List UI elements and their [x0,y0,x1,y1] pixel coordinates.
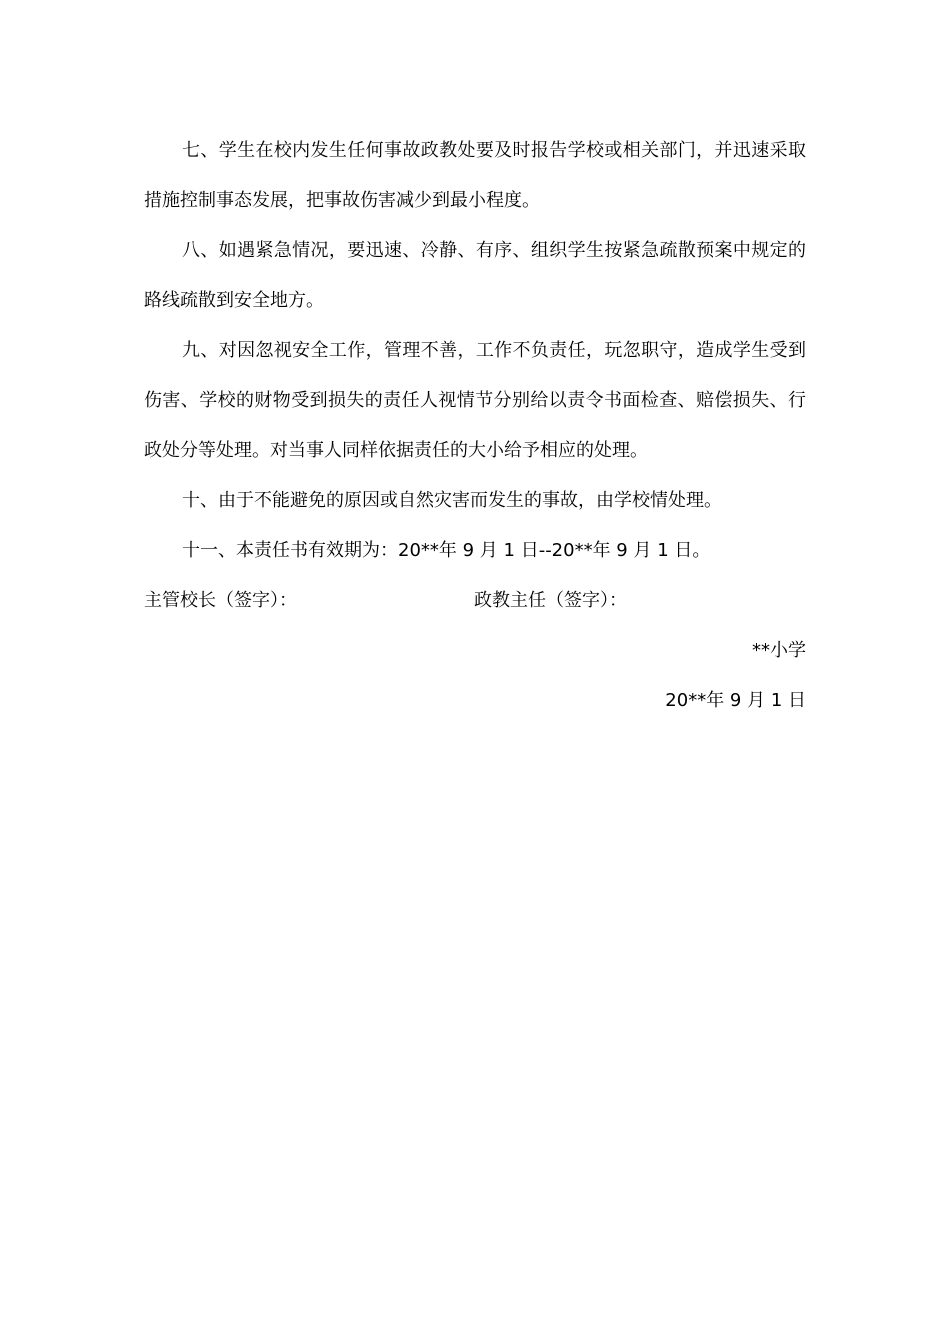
school-name: **小学 [752,640,806,661]
document-date: 20**年 9 月 1 日 [665,690,806,711]
director-signature-label: 政教主任（签字）： [474,590,627,611]
clause-nine: 九、对因忽视安全工作，管理不善，工作不负责任，玩忽职守，造成学生受到伤害、学校的财物受到损失的责任人视情节分别给以责令书面检查、赔偿损失、行政处分等处理。对当事人同样依据责任的大小给予相应的处理。 [144,340,806,461]
clause-eight: 八、如遇紧急情况，要迅速、冷静、有序、组织学生按紧急疏散预案中规定的路线疏散到安全地方。 [144,240,806,311]
clause-ten: 十、由于不能避免的原因或自然灾害而发生的事故，由学校情处理。 [182,490,722,511]
signature-row [144,576,806,626]
clause-seven: 七、学生在校内发生任何事故政教处要及时报告学校或相关部门，并迅速采取措施控制事态发展，把事故伤害减少到最小程度。 [144,140,806,211]
principal-signature-label: 主管校长（签字）： [144,590,297,611]
document-body [144,126,806,726]
clause-eleven: 十一、本责任书有效期为：20**年 9 月 1 日--20**年 9 月 1 日。 [182,540,711,561]
